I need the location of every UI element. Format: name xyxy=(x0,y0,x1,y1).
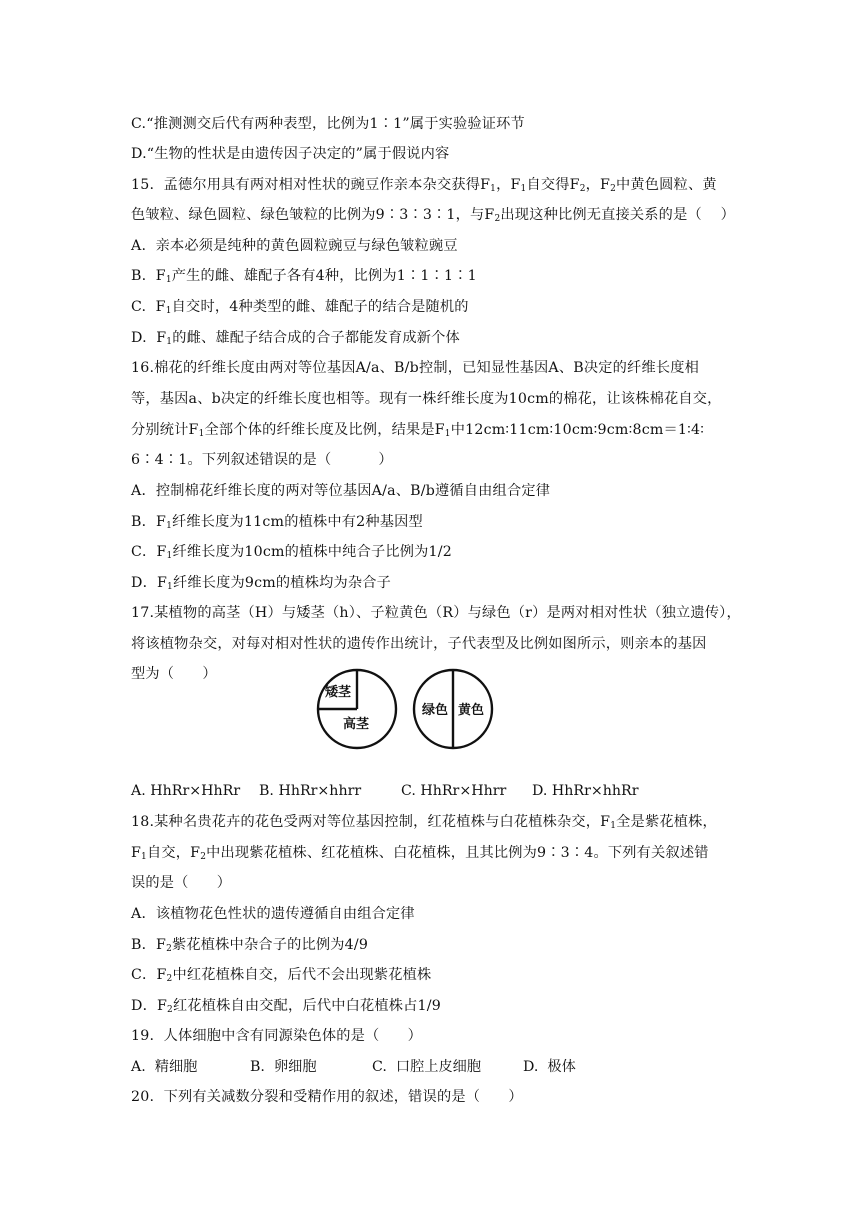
label-green: 绿色 xyxy=(421,703,449,718)
text-segment: C.“推测测交后代有两种表型，比例为1∶1”属于实验验证环节 xyxy=(131,116,525,132)
q14-option-d xyxy=(131,144,449,164)
text-segment: 中黄色圆粒、黄 xyxy=(616,177,717,193)
text-segment: 分别统计F xyxy=(131,422,199,438)
text-segment: 中红花植株自交，后代不会出现紫花植株 xyxy=(172,967,432,983)
text-segment: C．F xyxy=(131,967,167,983)
text-segment: B．F xyxy=(131,937,167,953)
q19-option-d: D. 极体 xyxy=(523,1059,576,1075)
q15-stem-line1 xyxy=(131,175,717,195)
q18-option-b xyxy=(131,935,368,955)
text-segment: 全部个体的纤维长度及比例，结果是F xyxy=(204,422,445,438)
q18-option-a xyxy=(131,904,415,924)
label-tall-stem: 高茎 xyxy=(342,717,370,732)
q15-option-d xyxy=(131,328,460,348)
text-segment: 将该植物杂交，对每对相对性状的遗传作出统计，子代表型及比例如图所示，则亲本的基因 xyxy=(131,636,707,652)
subscript: 1 xyxy=(167,582,173,592)
subscript: 2 xyxy=(579,184,586,194)
q18-stem-line2 xyxy=(131,843,709,863)
q19-option-a: A. 精细胞 xyxy=(131,1059,198,1075)
text-segment: A．该植物花色性状的遗传遵循自由组合定律 xyxy=(131,906,415,922)
text-segment: 中出现紫花植株、红花植株、白花植株，且其比例为9∶3∶4。下列有关叙述错 xyxy=(206,845,709,861)
label-yellow: 黄色 xyxy=(457,703,485,718)
text-segment: A. 亲本必须是纯种的黄色圆粒豌豆与绿色皱粒豌豆 xyxy=(131,238,458,254)
text-segment: 等，基因a、b决定的纤维长度也相等。现有一株纤维长度为10cm的棉花，让该株棉花自交， xyxy=(131,391,722,407)
q17-stem-line3 xyxy=(131,664,217,684)
q18-option-c xyxy=(131,965,431,985)
subscript: 2 xyxy=(494,214,501,224)
text-segment: B. F xyxy=(131,268,166,284)
text-segment: 自交时，4种类型的雌、雄配子的结合是随机的 xyxy=(171,299,469,315)
q17-stem-line2 xyxy=(131,634,707,654)
q15-stem-line2 xyxy=(131,205,735,225)
subscript: 1 xyxy=(165,275,172,285)
text-segment: 纤维长度为9cm的植株均为杂合子 xyxy=(172,575,392,591)
text-segment: D. F xyxy=(131,330,167,346)
q16-stem-line4 xyxy=(131,450,393,470)
subscript: 2 xyxy=(166,944,172,954)
q17-option-a: A. HhRr×HhRr xyxy=(131,783,241,799)
text-segment: 6∶4∶1。下列叙述错误的是（ ） xyxy=(131,452,393,468)
subscript: 1 xyxy=(141,852,147,862)
text-segment: C．F xyxy=(131,544,167,560)
subscript: 1 xyxy=(444,429,451,439)
label-short-stem: 矮茎 xyxy=(324,685,352,700)
subscript: 1 xyxy=(520,184,527,194)
phenotype-pie-figure xyxy=(316,668,496,750)
text-segment: 产生的雌、雄配子各有4种，比例为1∶1∶1∶1 xyxy=(171,268,477,284)
q19-stem xyxy=(131,1026,422,1046)
text-segment: ，F xyxy=(496,177,521,193)
q16-option-c xyxy=(131,542,452,562)
q20-stem xyxy=(131,1087,523,1107)
q19-option-c: C. 口腔上皮细胞 xyxy=(372,1059,482,1075)
text-segment: D．F xyxy=(131,575,168,591)
text-segment: 紫花植株中杂合子的比例为4/9 xyxy=(172,937,369,953)
text-segment: 的雌、雄配子结合成的合子都能发育成新个体 xyxy=(172,330,460,346)
text-segment: 18.某种名贵花卉的花色受两对等位基因控制，红花植株与白花植株杂交，F xyxy=(131,814,611,830)
q15-option-a xyxy=(131,236,458,256)
subscript: 1 xyxy=(610,821,617,831)
q17-option-b: B. HhRr×hhrr xyxy=(259,783,362,799)
subscript: 1 xyxy=(166,551,173,561)
q16-option-a xyxy=(131,481,550,501)
text-segment: 出现这种比例无直接关系的是（ ） xyxy=(500,207,736,223)
subscript: 2 xyxy=(610,184,616,194)
text-segment: 20. 下列有关减数分裂和受精作用的叙述，错误的是（ ） xyxy=(131,1089,523,1105)
text-segment: 色皱粒、绿色圆粒、绿色皱粒的比例为9∶3∶3∶1，与F xyxy=(131,207,495,223)
text-segment: C. F xyxy=(131,299,166,315)
subscript: 1 xyxy=(165,306,172,316)
subscript: 1 xyxy=(198,429,205,439)
text-segment: 17.某植物的高茎（H）与矮茎（h）、子粒黄色（R）与绿色（r）是两对相对性状（独立遗传）， xyxy=(131,605,741,621)
text-segment: 纤维长度为10cm的植株中纯合子比例为1/2 xyxy=(172,544,452,560)
q16-option-d xyxy=(131,573,391,593)
text-segment: 15. 孟德尔用具有两对相对性状的豌豆作亲本杂交获得F xyxy=(131,177,491,193)
q18-option-d xyxy=(131,996,441,1016)
text-segment: 全是紫花植株， xyxy=(616,814,717,830)
subscript: 2 xyxy=(166,974,173,984)
q17-option-c: C. HhRr×Hhrr xyxy=(401,783,507,799)
q16-stem-line1 xyxy=(131,358,699,378)
subscript: 1 xyxy=(490,184,497,194)
pie-seed-color xyxy=(414,670,492,748)
text-segment: 19. 人体细胞中含有同源染色体的是（ ） xyxy=(131,1028,423,1044)
text-segment: 红花植株自由交配，后代中白花植株占1/9 xyxy=(172,998,441,1014)
text-segment: F xyxy=(131,845,142,861)
text-segment: A．控制棉花纤维长度的两对等位基因A/a、B/b遵循自由组合定律 xyxy=(131,483,551,499)
text-segment: 自交，F xyxy=(146,845,201,861)
q19-option-b: B. 卵细胞 xyxy=(250,1059,317,1075)
q14-option-c xyxy=(131,114,525,134)
q16-option-b xyxy=(131,512,423,532)
q16-stem-line3 xyxy=(131,420,704,440)
q17-option-d: D. HhRr×hhRr xyxy=(532,783,639,799)
text-segment: 自交得F xyxy=(526,177,580,193)
text-segment: D.“生物的性状是由遗传因子决定的”属于假说内容 xyxy=(131,146,450,162)
text-segment: 16.棉花的纤维长度由两对等位基因A/a、B/b控制，已知显性基因A、B决定的纤维长度相 xyxy=(131,360,699,376)
subscript: 2 xyxy=(167,1005,173,1015)
q16-stem-line2 xyxy=(131,389,722,409)
q15-option-c xyxy=(131,297,469,317)
pie-stem-height xyxy=(318,670,396,748)
subscript: 1 xyxy=(166,337,173,347)
text-segment: 型为（ ） xyxy=(131,666,217,682)
text-segment: 误的是（ ） xyxy=(131,875,232,891)
text-segment: 中12cm∶11cm∶10cm∶9cm∶8cm＝1∶4∶ xyxy=(450,422,705,438)
q18-stem-line1 xyxy=(131,812,717,832)
subscript: 1 xyxy=(166,521,172,531)
text-segment: ，F xyxy=(585,177,611,193)
text-segment: D．F xyxy=(131,998,168,1014)
text-segment: 纤维长度为11cm的植株中有2种基因型 xyxy=(172,514,423,530)
text-segment: B．F xyxy=(131,514,167,530)
subscript: 2 xyxy=(200,852,207,862)
q15-option-b xyxy=(131,266,477,286)
q17-stem-line1 xyxy=(131,603,741,623)
